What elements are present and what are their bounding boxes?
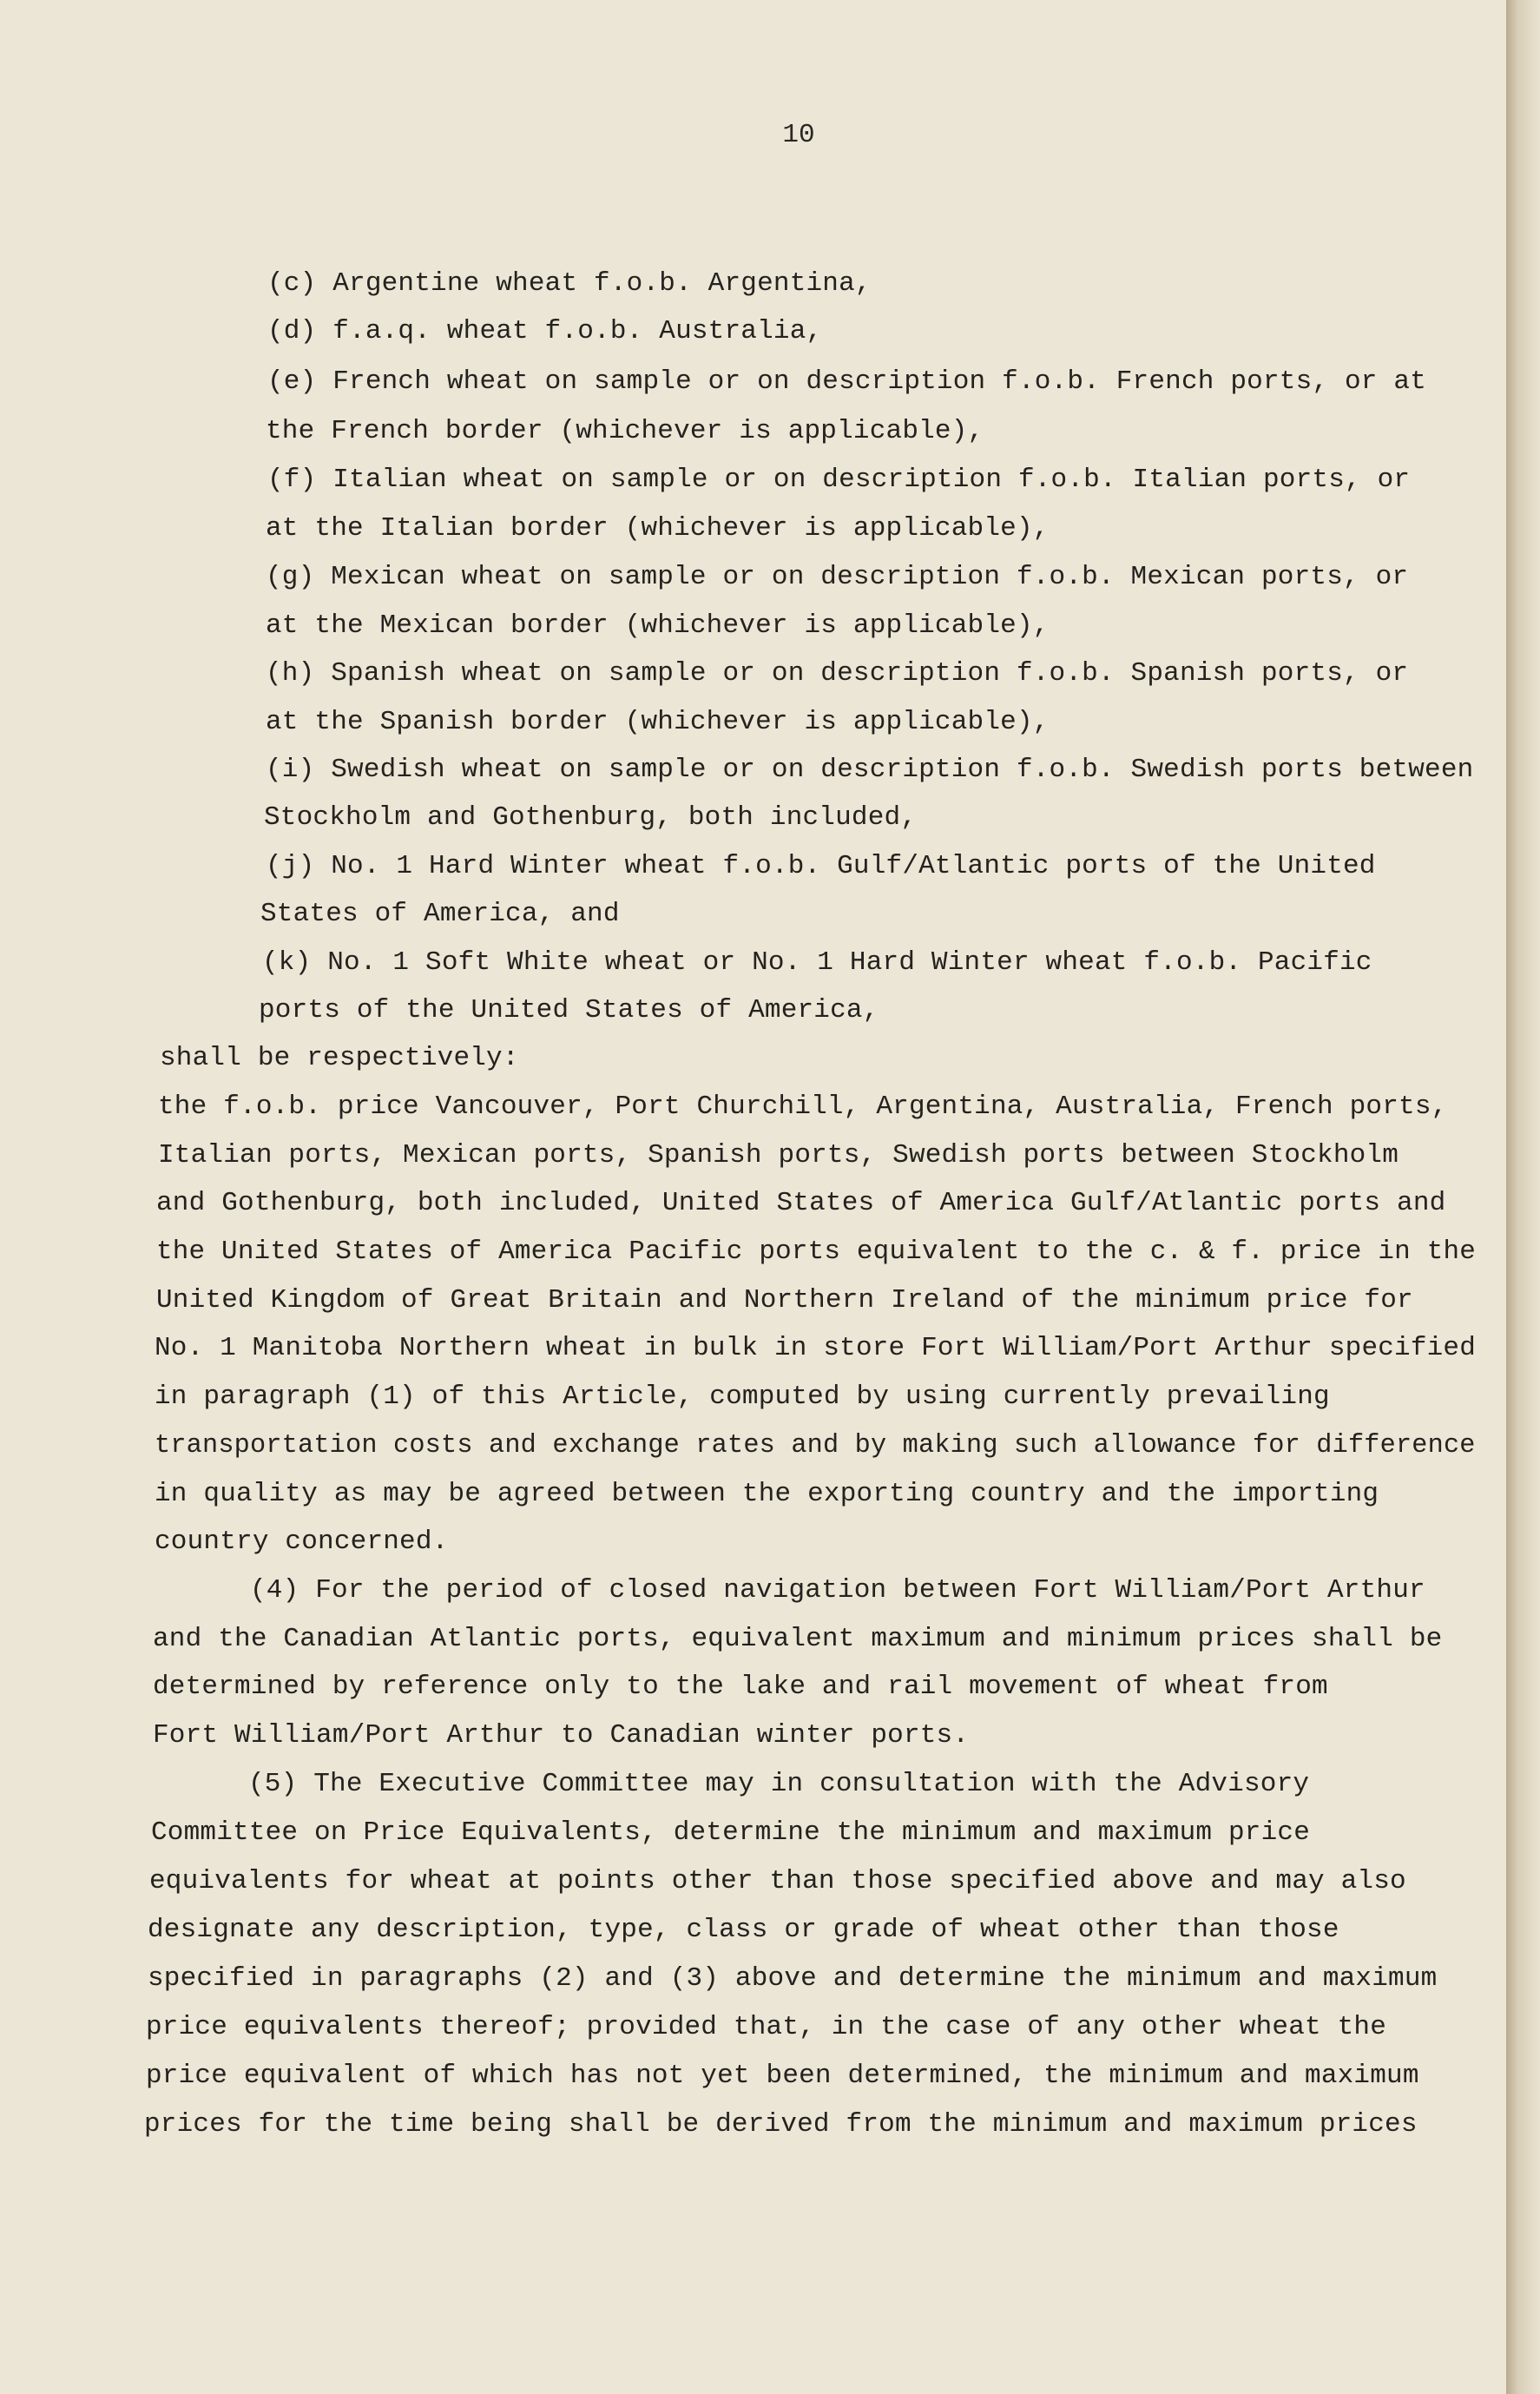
text-line: price equivalents thereof; provided that, in the case of any other wheat the: [146, 2012, 1387, 2042]
text-line: United Kingdom of Great Britain and Northern Ireland of the minimum price for: [156, 1285, 1413, 1316]
text-line: (i) Swedish wheat on sample or on description f.o.b. Swedish ports between: [266, 755, 1474, 785]
paper-edge: [1506, 0, 1540, 2394]
text-line: (d) f.a.q. wheat f.o.b. Australia,: [267, 316, 823, 346]
text-line: shall be respectively:: [160, 1043, 519, 1073]
text-line: ports of the United States of America,: [259, 995, 879, 1026]
text-line: at the Spanish border (whichever is applicable),: [266, 707, 1050, 737]
text-line: (5) The Executive Committee may in consultation with the Advisory: [248, 1769, 1310, 1799]
text-line: and Gothenburg, both included, United States of America Gulf/Atlantic ports and: [156, 1188, 1446, 1218]
text-line: (f) Italian wheat on sample or on description f.o.b. Italian ports, or: [267, 465, 1411, 495]
text-line: Committee on Price Equivalents, determine the minimum and maximum price: [151, 1817, 1311, 1848]
text-line: country concerned.: [155, 1527, 449, 1557]
text-line: (4) For the period of closed navigation between Fort William/Port Arthur: [250, 1575, 1425, 1606]
text-line: and the Canadian Atlantic ports, equivalent maximum and minimum prices shall be: [153, 1624, 1443, 1654]
text-line: in quality as may be agreed between the exporting country and the importing: [155, 1479, 1379, 1509]
text-line: transportation costs and exchange rates and by making such allowance for difference: [155, 1430, 1476, 1461]
text-line: price equivalent of which has not yet been determined, the minimum and maximum: [146, 2061, 1419, 2091]
text-line: (h) Spanish wheat on sample or on description f.o.b. Spanish ports, or: [266, 658, 1409, 689]
text-line: the United States of America Pacific ports equivalent to the c. & f. price in the: [156, 1237, 1477, 1267]
text-line: Italian ports, Mexican ports, Spanish ports, Swedish ports between Stockholm: [158, 1140, 1399, 1171]
text-line: (e) French wheat on sample or on description f.o.b. French ports, or at: [267, 366, 1427, 397]
text-line: (c) Argentine wheat f.o.b. Argentina,: [267, 268, 872, 299]
text-line: the French border (whichever is applicable),: [266, 416, 984, 446]
text-line: designate any description, type, class or grade of wheat other than those: [148, 1915, 1339, 1945]
text-line: the f.o.b. price Vancouver, Port Churchill, Argentina, Australia, French ports,: [158, 1091, 1448, 1122]
text-line: States of America, and: [260, 899, 620, 929]
text-line: (j) No. 1 Hard Winter wheat f.o.b. Gulf/Atlantic ports of the United: [266, 851, 1376, 881]
text-line: (k) No. 1 Soft White wheat or No. 1 Hard Winter wheat f.o.b. Pacific: [262, 947, 1372, 978]
text-line: No. 1 Manitoba Northern wheat in bulk in store Fort William/Port Arthur specified: [155, 1333, 1476, 1363]
text-line: determined by reference only to the lake and rail movement of wheat from: [153, 1672, 1328, 1702]
text-line: (g) Mexican wheat on sample or on description f.o.b. Mexican ports, or: [266, 562, 1409, 592]
text-line: Fort William/Port Arthur to Canadian winter ports.: [153, 1720, 970, 1751]
text-line: specified in paragraphs (2) and (3) above and determine the minimum and maximum: [148, 1963, 1438, 1994]
text-line: prices for the time being shall be derived from the minimum and maximum prices: [144, 2109, 1418, 2140]
page-number: 10: [782, 120, 815, 150]
text-line: in paragraph (1) of this Article, computed by using currently prevailing: [155, 1382, 1330, 1412]
text-line: at the Mexican border (whichever is applicable),: [266, 610, 1050, 641]
text-line: Stockholm and Gothenburg, both included,: [264, 802, 918, 833]
text-line: equivalents for wheat at points other than those specified above and may also: [149, 1866, 1406, 1896]
text-line: at the Italian border (whichever is applicable),: [266, 513, 1050, 544]
